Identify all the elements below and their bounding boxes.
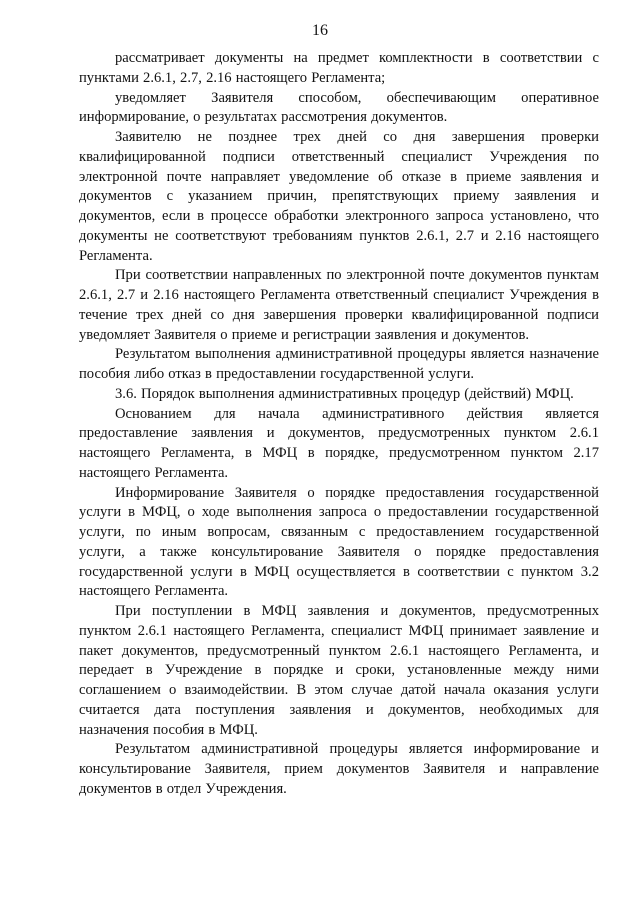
paragraph-mfc-receipt: При поступлении в МФЦ заявления и документов, предусмотренных пунктом 2.6.1 настоящего Регламента, специалист МФЦ принимает заявление и пакет документов, предусмотренный пунктом 2.6.1 настоящего Регламента, и передает в Учреждение в порядке и сроки, установленные между ними соглашением о взаимодействии. В этом случае датой начала оказания услуги считается дата поступления заявления и документов, необходимых для назначения пособия в МФЦ. [79, 603, 599, 738]
document-body [79, 49, 599, 800]
paragraph-informing-applicant: Информирование Заявителя о порядке предоставления государственной услуги в МФЦ, о ходе выполнения запроса о предоставлении государственной услуги, по иным вопросам, связанным с предоставлением государственной услуги, а также консультирование Заявителя о порядке предоставления государственной услуги в МФЦ осуществляется в соответствии с пунктом 3.2 настоящего Регламента. [79, 484, 599, 600]
section-heading-3-6: 3.6. Порядок выполнения административных процедур (действий) МФЦ. [115, 385, 574, 402]
paragraph-procedure-result: Результатом выполнения административной процедуры является назначение пособия либо отказ в предоставлении государственной услуги. [79, 346, 599, 382]
paragraph-mfc-result: Результатом административной процедуры является информирование и консультирование Заявителя, прием документов Заявителя и направление документов в отдел Учреждения. [79, 741, 599, 797]
page-number: 16 [312, 22, 328, 39]
paragraph-acceptance-notice: При соответствии направленных по электронной почте документов пунктам 2.6.1, 2.7 и 2.16 настоящего Регламента ответственный специалист Учреждения в течение трех дней со дня завершения проверки квалифицированной подписи уведомляет Заявителя о приеме и регистрации заявления и документов. [79, 267, 599, 343]
paragraph-refusal-notice: Заявителю не позднее трех дней со дня завершения проверки квалифицированной подписи ответственный специалист Учреждения по электронной почте направляет уведомление об отказе в приеме заявления и документов с указанием причин, препятствующих приему заявления и документов, если в процессе обработки электронного запроса установлено, что документы не соответствуют требованиям пунктов 2.6.1, 2.7 и 2.16 настоящего Регламента. [79, 129, 599, 264]
paragraph-notify-applicant: уведомляет Заявителя способом, обеспечивающим оперативное информирование, о результатах рассмотрения документов. [79, 89, 599, 126]
paragraph-review-documents: рассматривает документы на предмет комплектности в соответствии с пунктами 2.6.1, 2.7, 2.16 настоящего Регламента; [79, 50, 599, 86]
paragraph-basis-for-action: Основанием для начала административного действия является предоставление заявления и документов, предусмотренных пунктом 2.6.1 настоящего Регламента, в МФЦ в порядке, предусмотренном пунктом 2.17 настоящего Регламента. [79, 405, 599, 481]
